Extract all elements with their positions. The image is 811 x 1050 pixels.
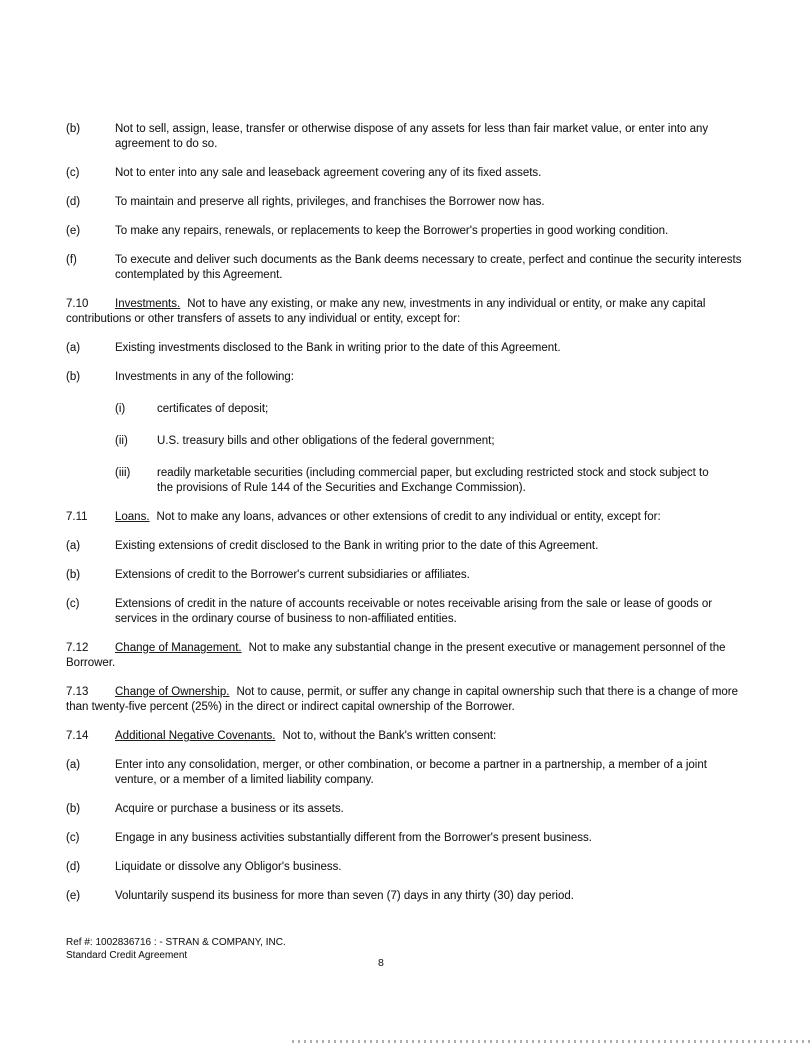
clause-marker: (c) (66, 167, 80, 179)
section-paragraph (66, 297, 750, 327)
clause-row (66, 860, 750, 875)
clause-list-top (66, 122, 750, 283)
section-list (66, 297, 750, 904)
clause-marker: (f) (66, 254, 77, 266)
subclause-row (66, 466, 750, 496)
section-heading: Additional Negative Covenants. (115, 730, 276, 742)
clause-text: Enter into any consolidation, merger, or other combination, or become a partner in a partnership, a member of a joint venture, or a member of a limited liability company. (115, 759, 707, 786)
clause-text: Voluntarily suspend its business for more than seven (7) days in any thirty (30) day period. (115, 890, 574, 902)
section-heading: Loans. (115, 511, 150, 523)
clause-row (66, 253, 750, 283)
clause-text: Not to enter into any sale and leaseback agreement covering any of its fixed assets. (115, 167, 542, 179)
clause-marker: (b) (66, 123, 81, 135)
scan-artifact-line (292, 1040, 811, 1043)
section-number: 7.12 (66, 642, 89, 654)
clause-row (66, 568, 750, 583)
section-body-text: Not to cause, permit, or suffer any change in capital ownership such that there is a change of more than twenty-five percent (25%) in the direct or indirect capital ownership of the Borrower. (66, 686, 739, 713)
clause-row (66, 802, 750, 817)
clause-marker: (i) (115, 403, 126, 415)
clause-row (66, 539, 750, 554)
section-paragraph (66, 641, 750, 671)
clause-row (66, 341, 750, 356)
clause-text: readily marketable securities (including commercial paper, but excluding restricted stock and stock subject to the provisions of Rule 144 of the Securities and Exchange Commission). (157, 467, 709, 494)
clause-marker: (c) (66, 598, 80, 610)
section-body-text: Not to make any substantial change in the present executive or management personnel of the Borrower. (66, 642, 726, 669)
clause-marker: (a) (66, 540, 81, 552)
clause-row (66, 166, 750, 181)
document-content (66, 122, 750, 904)
clause-marker: (iii) (115, 467, 131, 479)
footer-ref-line: Ref #: 1002836716 : - STRAN & COMPANY, INC. (66, 937, 286, 948)
clause-marker: (d) (66, 196, 81, 208)
section-paragraph (66, 510, 750, 525)
clause-text: Engage in any business activities substantially different from the Borrower's present business. (115, 832, 592, 844)
clause-marker: (b) (66, 569, 81, 581)
clause-text: To maintain and preserve all rights, privileges, and franchises the Borrower now has. (115, 196, 545, 208)
clause-row (66, 831, 750, 846)
clause-text: Extensions of credit in the nature of accounts receivable or notes receivable arising from the sale or lease of goods or services in the ordinary course of business to non-affiliated entities. (115, 598, 713, 625)
clause-text: To execute and deliver such documents as the Bank deems necessary to create, perfect and continue the security interests contemplated by this Agreement. (115, 254, 742, 281)
clause-text: Not to sell, assign, lease, transfer or otherwise dispose of any assets for less than fair market value, or enter into any agreement to do so. (115, 123, 709, 150)
clause-text: U.S. treasury bills and other obligations of the federal government; (157, 435, 495, 447)
section-number: 7.11 (66, 511, 88, 523)
clause-row (66, 597, 750, 627)
clause-row (66, 370, 750, 385)
clause-text: Acquire or purchase a business or its assets. (115, 803, 344, 815)
section-body-text: Not to have any existing, or make any new, investments in any individual or entity, or make any capital contributions or other transfers of assets to any individual or entity, except for: (66, 298, 706, 325)
clause-marker: (e) (66, 890, 81, 902)
section-body-text: Not to make any loans, advances or other extensions of credit to any individual or entity, except for: (156, 511, 661, 523)
page-footer (66, 936, 286, 962)
clause-text: certificates of deposit; (157, 403, 269, 415)
clause-row (66, 122, 750, 152)
clause-marker: (a) (66, 759, 81, 771)
clause-text: Liquidate or dissolve any Obligor's business. (115, 861, 342, 873)
clause-row (66, 889, 750, 904)
subclause-row (66, 402, 750, 417)
clause-text: Existing extensions of credit disclosed to the Bank in writing prior to the date of this Agreement. (115, 540, 599, 552)
section-heading: Investments. (115, 298, 181, 310)
subclause-row (66, 434, 750, 449)
footer-doc-title: Standard Credit Agreement (66, 950, 188, 961)
section-number: 7.14 (66, 730, 89, 742)
section-number: 7.13 (66, 686, 89, 698)
clause-row (66, 224, 750, 239)
clause-marker: (d) (66, 861, 81, 873)
section-heading: Change of Management. (115, 642, 242, 654)
page-number: 8 (378, 957, 384, 969)
section-body-text: Not to, without the Bank's written consent: (282, 730, 497, 742)
clause-row (66, 195, 750, 210)
clause-text: Extensions of credit to the Borrower's current subsidiaries or affiliates. (115, 569, 470, 581)
clause-row (66, 758, 750, 788)
section-paragraph (66, 729, 750, 744)
clause-text: Investments in any of the following: (115, 371, 294, 383)
clause-marker: (b) (66, 371, 81, 383)
section-paragraph (66, 685, 750, 715)
clause-marker: (e) (66, 225, 81, 237)
clause-marker: (b) (66, 803, 81, 815)
clause-text: To make any repairs, renewals, or replacements to keep the Borrower's properties in good working condition. (115, 225, 669, 237)
section-heading: Change of Ownership. (115, 686, 230, 698)
section-number: 7.10 (66, 298, 89, 310)
clause-marker: (ii) (115, 435, 128, 447)
clause-text: Existing investments disclosed to the Bank in writing prior to the date of this Agreement. (115, 342, 561, 354)
clause-marker: (c) (66, 832, 80, 844)
clause-marker: (a) (66, 342, 81, 354)
